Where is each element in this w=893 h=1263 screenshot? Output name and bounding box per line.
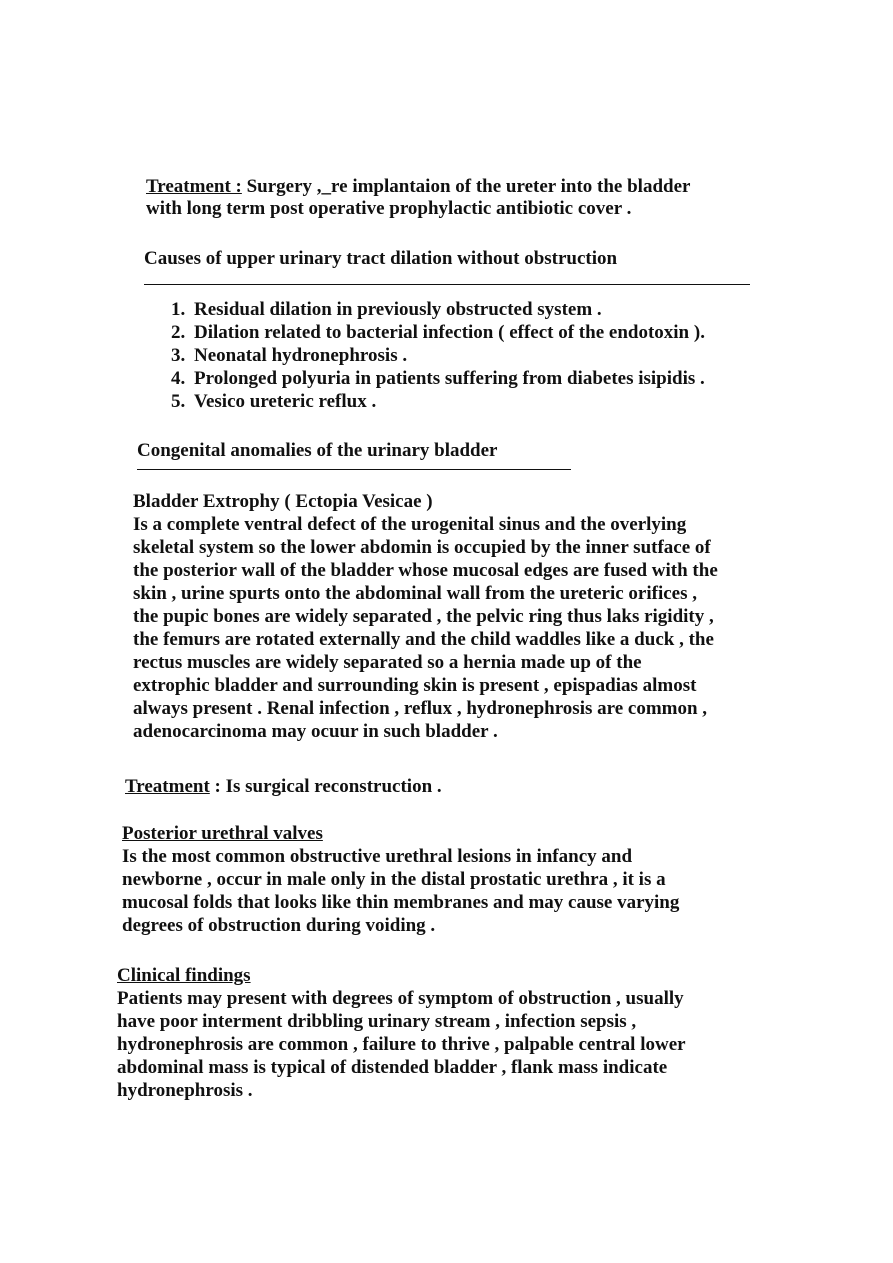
clinical-heading: Clinical findings <box>117 965 251 986</box>
treatment-text: Surgery ,_re implantaion of the ureter into the bladder <box>241 176 691 197</box>
list-item: 4. Prolonged polyuria in patients suffering from diabetes isipidis . <box>190 367 705 390</box>
clinical-line: abdominal mass is typical of distended bladder , flank mass indicate <box>117 1057 668 1078</box>
extrophy-line: adenocarcinoma may ocuur in such bladder . <box>133 721 498 742</box>
extrophy-line: extrophic bladder and surrounding skin is present , epispadias almost <box>133 675 697 696</box>
extrophy-line: the femurs are rotated externally and the child waddles like a duck , the <box>133 629 714 650</box>
extrophy-section <box>133 490 718 743</box>
list-item: 2. Dilation related to bacterial infection ( effect of the endotoxin ). <box>190 321 705 344</box>
valves-heading: Posterior urethral valves <box>122 823 323 844</box>
extrophy-title: Bladder Extrophy ( Ectopia Vesicae ) <box>133 491 433 512</box>
extrophy-line: rectus muscles are widely separated so a hernia made up of the <box>133 652 642 673</box>
extrophy-line: the pupic bones are widely separated , the pelvic ring thus laks rigidity , <box>133 606 714 627</box>
causes-list <box>160 298 705 413</box>
congenital-heading-rule <box>137 469 571 470</box>
valves-section <box>122 822 679 937</box>
valves-line: Is the most common obstructive urethral lesions in infancy and <box>122 846 633 867</box>
treatment-line-2: with long term post operative prophylactic antibiotic cover . <box>146 198 632 219</box>
clinical-section <box>117 964 686 1102</box>
treatment-label: Treatment : <box>146 176 242 197</box>
list-item: 3. Neonatal hydronephrosis . <box>190 344 705 367</box>
causes-heading-rule <box>144 284 750 285</box>
extrophy-line: always present . Renal infection , reflux , hydronephrosis are common , <box>133 698 708 719</box>
list-item: 1. Residual dilation in previously obstructed system . <box>190 298 705 321</box>
extrophy-line: Is a complete ventral defect of the urogenital sinus and the overlying <box>133 514 687 535</box>
valves-line: newborne , occur in male only in the distal prostatic urethra , it is a <box>122 869 666 890</box>
causes-heading: Causes of upper urinary tract dilation without obstruction <box>144 248 618 269</box>
surgical-treatment-text: : Is surgical reconstruction . <box>209 776 442 797</box>
treatment-paragraph <box>146 176 690 220</box>
clinical-line: have poor interment dribbling urinary stream , infection sepsis , <box>117 1011 637 1032</box>
extrophy-line: skin , urine spurts onto the abdominal wall from the ureteric orifices , <box>133 583 697 604</box>
clinical-line: Patients may present with degrees of symptom of obstruction , usually <box>117 988 684 1009</box>
extrophy-line: skeletal system so the lower abdomin is occupied by the inner sutface of <box>133 537 711 558</box>
congenital-heading: Congenital anomalies of the urinary bladder <box>137 440 498 461</box>
surgical-treatment <box>125 776 442 798</box>
surgical-treatment-label: Treatment <box>125 776 210 797</box>
clinical-line: hydronephrosis . <box>117 1080 253 1101</box>
clinical-line: hydronephrosis are common , failure to thrive , palpable central lower <box>117 1034 686 1055</box>
treatment-line-1 <box>146 176 690 198</box>
list-item: 5. Vesico ureteric reflux . <box>190 390 705 413</box>
valves-line: degrees of obstruction during voiding . <box>122 915 436 936</box>
extrophy-line: the posterior wall of the bladder whose mucosal edges are fused with the <box>133 560 718 581</box>
valves-line: mucosal folds that looks like thin membranes and may cause varying <box>122 892 680 913</box>
